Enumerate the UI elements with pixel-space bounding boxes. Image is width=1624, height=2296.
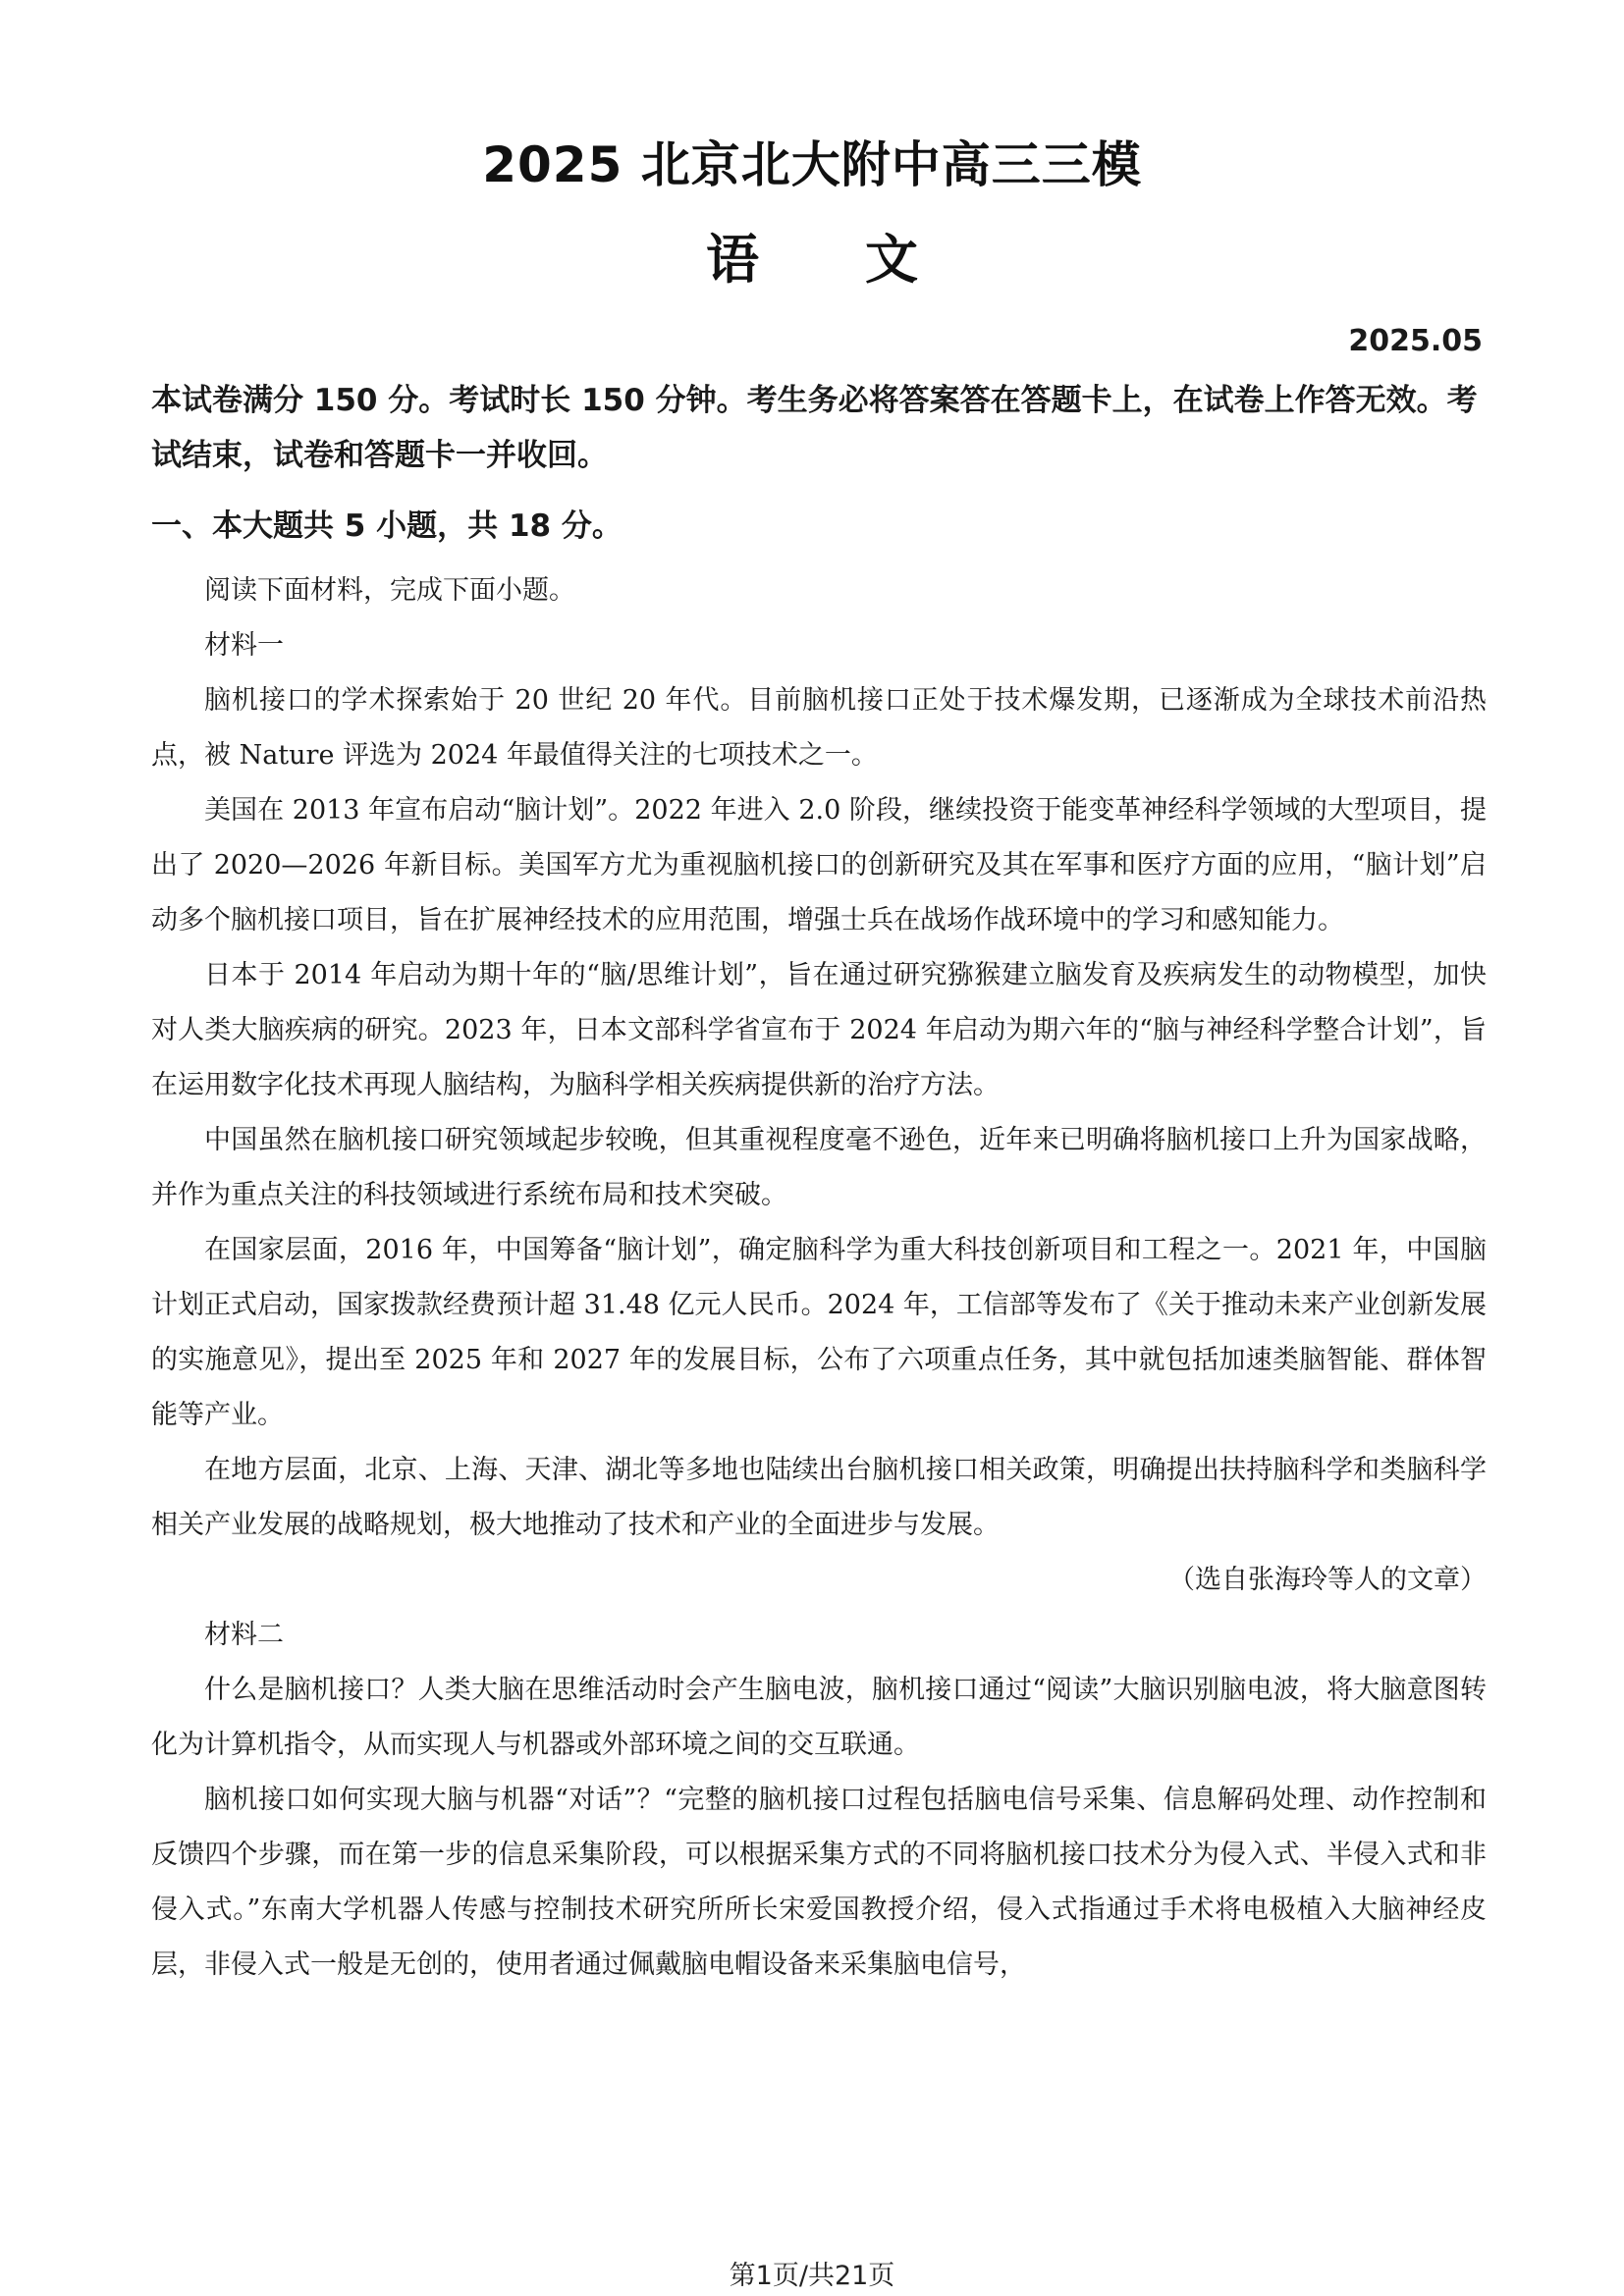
material-one-paragraph: 在国家层面，2016 年，中国筹备“脑计划”，确定脑科学为重大科技创新项目和工程之一。2021 年，中国脑计划正式启动，国家拨款经费预计超 31.48 亿元人民币。2024 年，工信部等发布了《关于推动未来产业创新发展的实施意见》，提出至 2025 年和 2027 年的发展目标，公布了六项重点任务，其中就包括加速类脑智能、群体智能等产业。 [151, 1235, 1487, 1430]
material-two-paragraph: 什么是脑机接口？人类大脑在思维活动时会产生脑电波，脑机接口通过“阅读”大脑识别脑电波，将大脑意图转化为计算机指令，从而实现人与机器或外部环境之间的交互联通。 [151, 1675, 1487, 1760]
reading-materials [151, 563, 1487, 1993]
subject-title: 语 文 [706, 229, 918, 291]
exam-title: 2025 北京北大附中高三三模 [482, 136, 1142, 193]
exam-instructions: 本试卷满分 150 分。考试时长 150 分钟。考生务必将答案答在答题卡上，在试卷上作答无效。考试结束，试卷和答题卡一并收回。 [151, 383, 1478, 473]
material-one-paragraph: 在地方层面，北京、上海、天津、湖北等多地也陆续出台脑机接口相关政策，明确提出扶持脑科学和类脑科学相关产业发展的战略规划，极大地推动了技术和产业的全面进步与发展。 [151, 1455, 1487, 1540]
material-one-paragraph: 美国在 2013 年宣布启动“脑计划”。2022 年进入 2.0 阶段，继续投资于能变革神经科学领域的大型项目，提出了 2020—2026 年新目标。美国军方尤为重视脑机接口的创新研究及其在军事和医疗方面的应用，“脑计划”启动多个脑机接口项目，旨在扩展神经技术的应用范围，增强士兵在战场作战环境中的学习和感知能力。 [151, 795, 1487, 935]
material-one-paragraph: 中国虽然在脑机接口研究领域起步较晚，但其重视程度毫不逊色，近年来已明确将脑机接口上升为国家战略，并作为重点关注的科技领域进行系统布局和技术突破。 [151, 1125, 1487, 1210]
material-one-label: 材料一 [204, 630, 284, 661]
material-one-paragraph: 日本于 2014 年启动为期十年的“脑/思维计划”，旨在通过研究猕猴建立脑发育及疾病发生的动物模型，加快对人类大脑疾病的研究。2023 年，日本文部科学省宣布于 2024 年启动为期六年的“脑与神经科学整合计划”，旨在运用数字化技术再现人脑结构，为脑科学相关疾病提供新的治疗方法。 [151, 960, 1487, 1100]
page-indicator: 第1页/共21页 [729, 2261, 895, 2291]
material-two-label: 材料二 [204, 1620, 284, 1650]
section-heading: 一、本大题共 5 小题，共 18 分。 [151, 508, 623, 544]
exam-date: 2025.05 [1348, 324, 1483, 358]
material-two-paragraph: 脑机接口如何实现大脑与机器“对话”？“完整的脑机接口过程包括脑电信号采集、信息解码处理、动作控制和反馈四个步骤，而在第一步的信息采集阶段，可以根据采集方式的不同将脑机接口技术分为侵入式、半侵入式和非侵入式。”东南大学机器人传感与控制技术研究所所长宋爱国教授介绍，侵入式指通过手术将电极植入大脑神经皮层，非侵入式一般是无创的，使用者通过佩戴脑电帽设备来采集脑电信号， [151, 1785, 1487, 1980]
section-intro: 阅读下面材料，完成下面小题。 [204, 575, 575, 606]
material-one-source: （选自张海玲等人的文章） [1168, 1565, 1487, 1595]
material-one-paragraph: 脑机接口的学术探索始于 20 世纪 20 年代。目前脑机接口正处于技术爆发期，已逐渐成为全球技术前沿热点，被 Nature 评选为 2024 年最值得关注的七项技术之一。 [151, 685, 1487, 771]
